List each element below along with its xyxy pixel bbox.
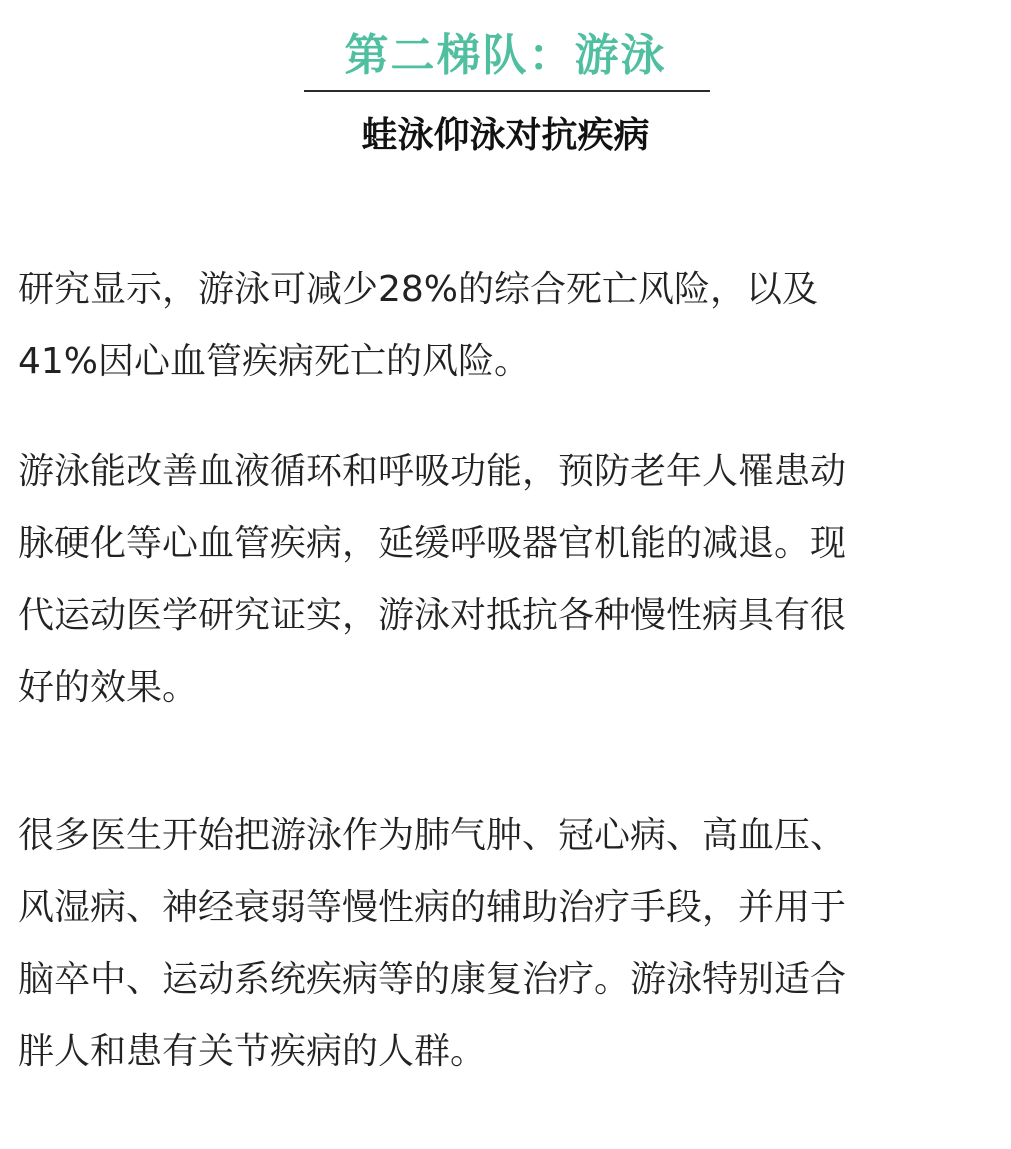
paragraph-mortality-stats bbox=[18, 254, 998, 398]
article-subtitle: 蛙泳仰泳对抗疾病 bbox=[361, 115, 650, 156]
paragraph-therapy-uses bbox=[18, 800, 998, 1088]
paragraph-line: 研究显示，游泳可减少28%的综合死亡风险，以及 bbox=[18, 269, 819, 310]
paragraph-line: 风湿病、神经衰弱等慢性病的辅助治疗手段，并用于 bbox=[18, 887, 847, 928]
paragraph-line: 游泳能改善血液循环和呼吸功能，预防老年人罹患动 bbox=[18, 451, 847, 492]
title-divider bbox=[304, 90, 710, 92]
paragraph-line: 代运动医学研究证实，游泳对抵抗各种慢性病具有很 bbox=[18, 595, 847, 636]
paragraph-line: 好的效果。 bbox=[18, 667, 199, 708]
paragraph-line: 很多医生开始把游泳作为肺气肿、冠心病、高血压、 bbox=[18, 815, 847, 856]
section-title: 第二梯队：游泳 bbox=[344, 30, 667, 81]
paragraph-line: 41%因心血管疾病死亡的风险。 bbox=[18, 341, 531, 382]
paragraph-line: 胖人和患有关节疾病的人群。 bbox=[18, 1031, 487, 1072]
paragraph-line: 脑卒中、运动系统疾病等的康复治疗。游泳特别适合 bbox=[18, 959, 847, 1000]
paragraph-line: 脉硬化等心血管疾病，延缓呼吸器官机能的减退。现 bbox=[18, 523, 847, 564]
paragraph-cardio-benefits bbox=[18, 436, 998, 724]
